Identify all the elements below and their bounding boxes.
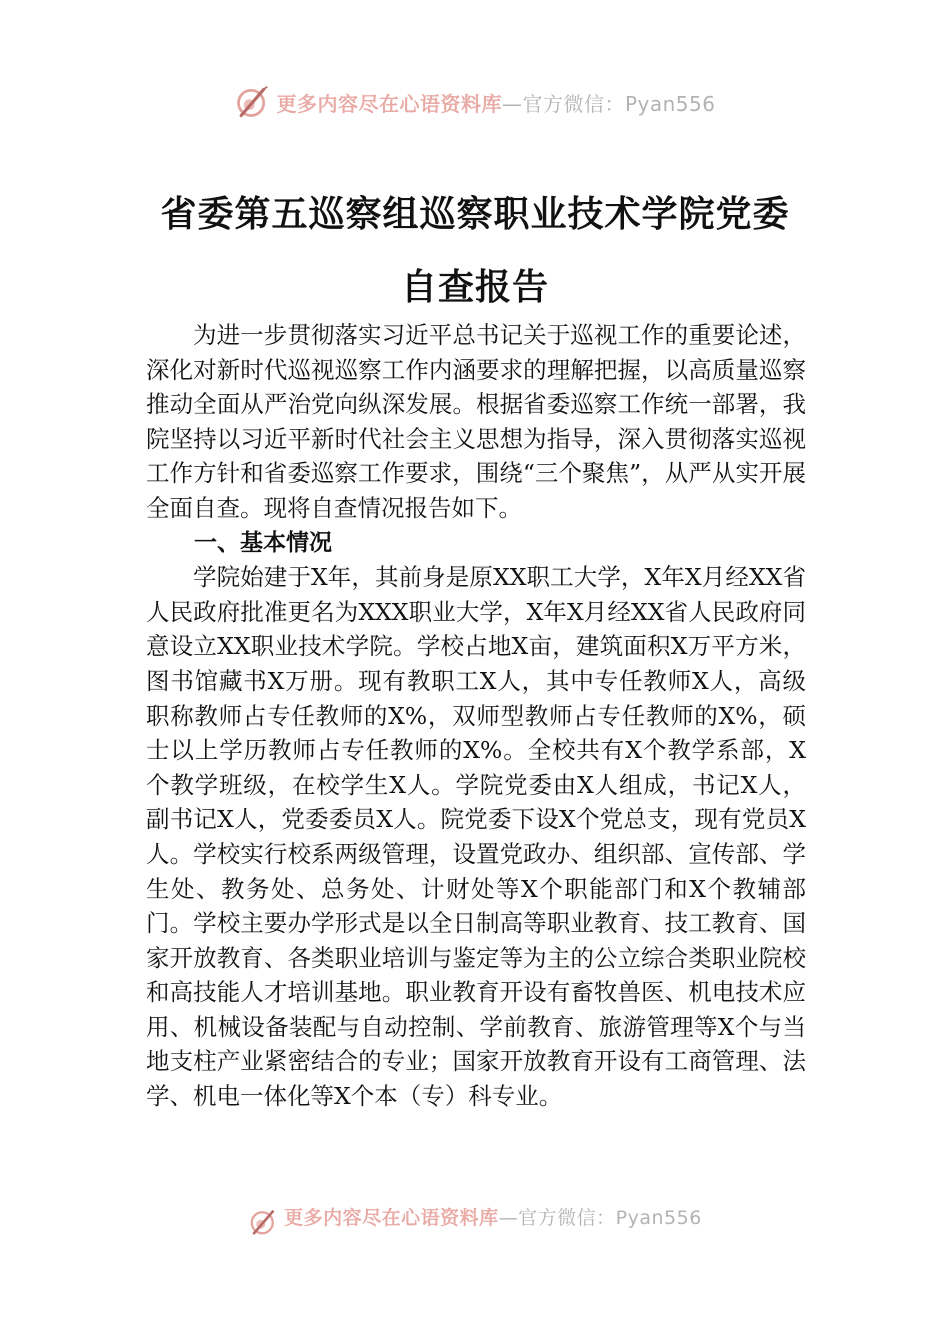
section-paragraph: 学院始建于X年，其前身是原XX职工大学，X年X月经XX省人民政府批准更名为XXX职业大学，X年X月经XX省人民政府同意设立XX职业技术学院。学校占地X亩，建筑面积X万平方米，图书馆藏书X万册。现有教职工X人，其中专任教师X人，高级职称教师占专任教师的X%，双师型教师占专任教师的X%，硕士以上学历教师占专任教师的X%。全校共有X个教学系部，X个教学班级，在校学生X人。学院党委由X人组成，书记X人，副书记X人，党委委员X人。院党委下设X个党总支，现有党员X人。学校实行校系两级管理，设置党政办、组织部、宣传部、学生处、教务处、总务处、计财处等X个职能部门和X个教辅部门。学校主要办学形式是以全日制高等职业教育、技工教育、国家开放教育、各类职业培训与鉴定等为主的公立综合类职业院校和高技能人才培训基地。职业教育开设有畜牧兽医、机电技术应用、机械设备装配与自动控制、学前教育、旅游管理等X个与当地支柱产业紧密结合的专业；国家开放教育开设有工商管理、法学、机电一体化等X个本（专）科专业。 [146,563,806,1111]
watermark-text: 更多内容尽在心语资料库—官方微信：Pyan556 [276,91,716,116]
document-body [146,318,806,1114]
watermark-footer [0,1206,950,1238]
pen-logo-icon [234,84,270,120]
document-title: 省委第五巡察组巡察职业技术学院党委自查报告 [160,193,790,308]
intro-paragraph: 为进一步贯彻落实习近平总书记关于巡视工作的重要论述，深化对新时代巡视巡察工作内涵要求的理解把握，以高质量巡察推动全面从严治党向纵深发展。根据省委巡察工作统一部署，我院坚持以习近平新时代社会主义思想为指导，深入贯彻落实巡视工作方针和省委巡察工作要求，围绕“三个聚焦”，从严从实开展全面自查。现将自查情况报告如下。 [146,321,806,522]
watermark-text: 更多内容尽在心语资料库—官方微信：Pyan556 [284,1206,702,1229]
watermark-header [0,82,950,122]
section-heading: 一、基本情况 [194,529,332,556]
pen-logo-icon [248,1207,278,1237]
